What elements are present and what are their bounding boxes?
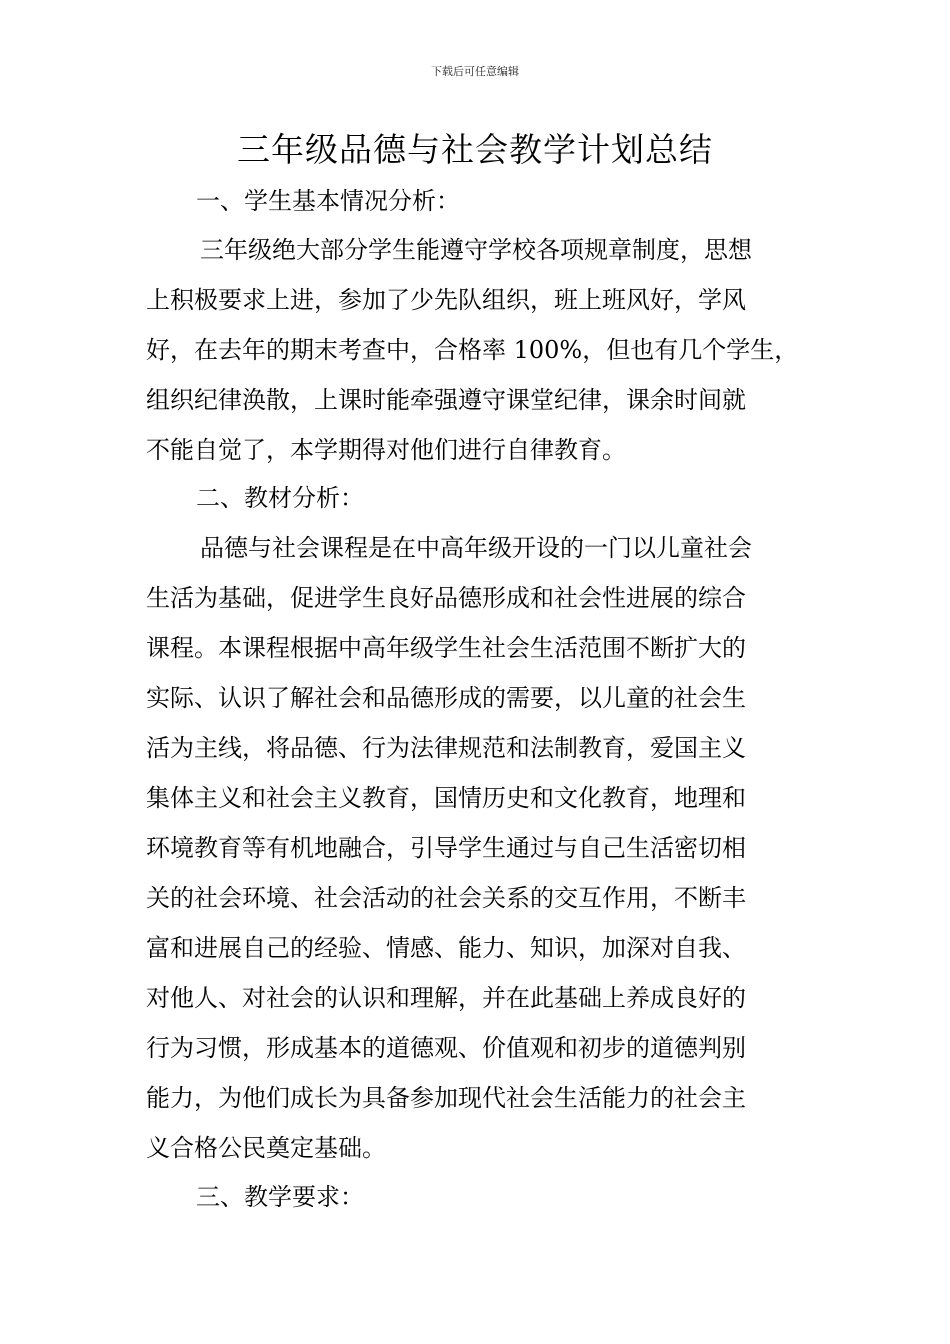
- section-heading-student-analysis: 一、学生基本情况分析：: [196, 187, 460, 215]
- paragraph-line: 上积极要求上进，参加了少先队组织，班上班风好，学风: [146, 286, 746, 314]
- paragraph-line: 生活为基础，促进学生良好品德形成和社会性进展的综合: [146, 584, 746, 612]
- paragraph-line: 不能自觉了，本学期得对他们进行自律教育。: [146, 436, 626, 464]
- paragraph-line: 品德与社会课程是在中高年级开设的一门以儿童社会: [200, 534, 752, 562]
- paragraph-line: 行为习惯，形成基本的道德观、价值观和初步的道德判别: [146, 1034, 746, 1062]
- paragraph-line: 活为主线，将品德、行为法律规范和法制教育，爱国主义: [146, 734, 746, 762]
- paragraph-line: 环境教育等有机地融合，引导学生通过与自己生活密切相: [146, 834, 746, 862]
- paragraph-line: 能力，为他们成长为具备参加现代社会生活能力的社会主: [146, 1084, 746, 1112]
- paragraph-line: 关的社会环境、社会活动的社会关系的交互作用，不断丰: [146, 884, 746, 912]
- document-title: 三年级品德与社会教学计划总结: [237, 130, 713, 169]
- header-note: 下载后可任意编辑: [431, 65, 519, 78]
- paragraph-line: 富和进展自己的经验、情感、能力、知识，加深对自我、: [146, 934, 746, 962]
- paragraph-line: 对他人、对社会的认识和理解，并在此基础上养成良好的: [146, 984, 746, 1012]
- paragraph-line: 实际、认识了解社会和品德形成的需要，以儿童的社会生: [146, 684, 746, 712]
- paragraph-line: 集体主义和社会主义教育，国情历史和文化教育，地理和: [146, 784, 746, 812]
- paragraph-line: 三年级绝大部分学生能遵守学校各项规章制度，思想: [200, 236, 752, 264]
- paragraph-line: 组织纪律涣散，上课时能牵强遵守课堂纪律，课余时间就: [146, 386, 746, 414]
- section-heading-textbook-analysis: 二、教材分析：: [196, 484, 364, 512]
- paragraph-textbook-analysis: [146, 523, 826, 1173]
- section-heading-teaching-requirements: 三、教学要求：: [196, 1183, 364, 1211]
- paragraph-line: 义合格公民奠定基础。: [146, 1134, 386, 1162]
- paragraph-line: 课程。本课程根据中高年级学生社会生活范围不断扩大的: [146, 634, 746, 662]
- paragraph-line: 好，在去年的期末考查中，合格率 100%，但也有几个学生，: [146, 336, 799, 364]
- paragraph-student-analysis: [146, 225, 826, 475]
